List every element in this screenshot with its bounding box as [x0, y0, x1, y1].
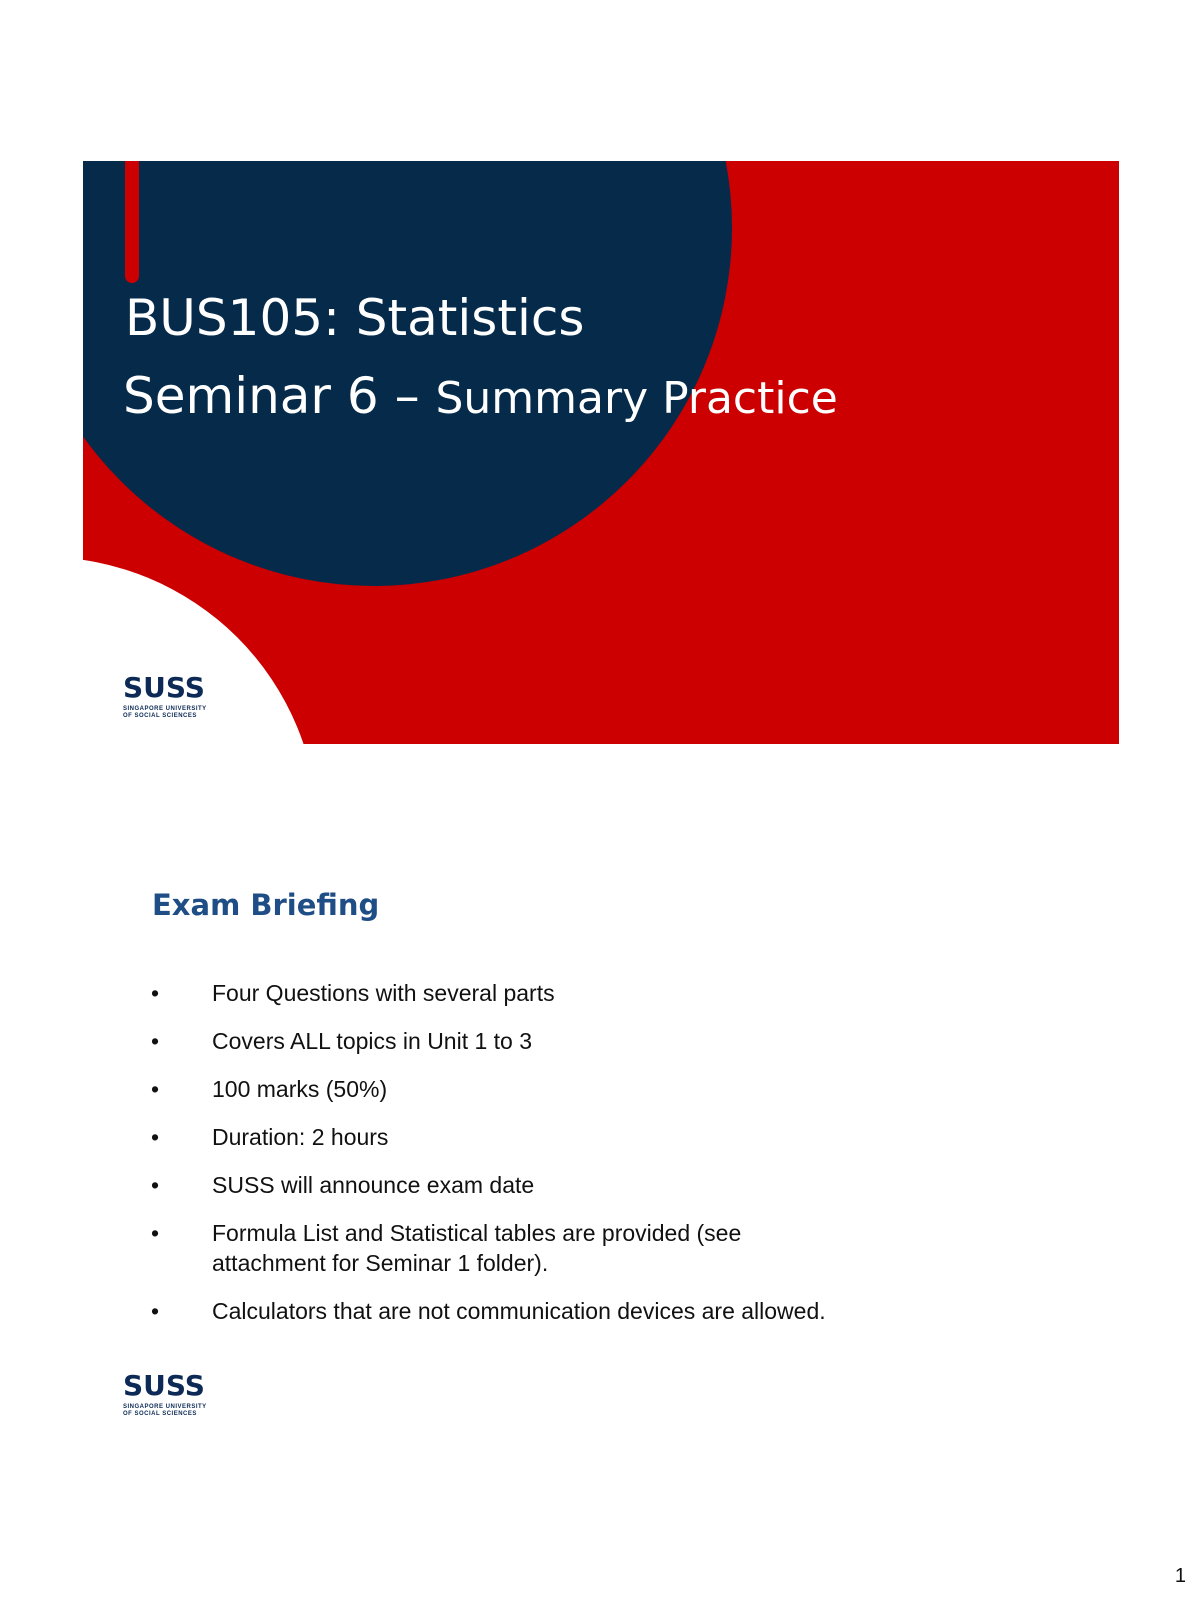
briefing-slide — [83, 860, 1119, 1443]
list-item: • Formula List and Statistical tables are provided (see attachment for Seminar 1 folder). — [145, 1218, 1025, 1278]
bullet-icon: • — [150, 1124, 160, 1150]
bullet-icon: • — [150, 980, 160, 1006]
course-title: BUS105: Statistics — [125, 289, 585, 347]
list-item: • 100 marks (50%) — [145, 1074, 1025, 1104]
bullet-icon: • — [150, 1076, 160, 1102]
suss-logo-wordmark: SUSS — [123, 671, 205, 704]
title-slide-background-art — [83, 161, 1119, 744]
title-accent-bar — [125, 161, 139, 283]
list-item: • SUSS will announce exam date — [145, 1170, 1025, 1200]
bullet-icon: • — [150, 1172, 160, 1198]
briefing-bullet-list — [145, 978, 1025, 1344]
list-item: • Four Questions with several parts — [145, 978, 1025, 1008]
seminar-title — [123, 367, 838, 425]
suss-logo-tagline: SINGAPORE UNIVERSITY OF SOCIAL SCIENCES — [123, 1404, 207, 1417]
suss-logo-wordmark: SUSS — [123, 1369, 205, 1402]
bullet-icon: • — [150, 1220, 160, 1246]
suss-logo — [123, 671, 233, 720]
list-item: • Duration: 2 hours — [145, 1122, 1025, 1152]
list-item: • Calculators that are not communication devices are allowed. — [145, 1296, 1025, 1326]
suss-logo-tagline: SINGAPORE UNIVERSITY OF SOCIAL SCIENCES — [123, 706, 207, 719]
bullet-icon: • — [150, 1028, 160, 1054]
page-number: 1 — [1174, 1565, 1186, 1587]
seminar-subtitle: Summary Practice — [435, 373, 838, 424]
suss-logo — [123, 1369, 233, 1418]
briefing-heading: Exam Briefing — [152, 888, 380, 922]
title-slide — [83, 161, 1119, 744]
list-item: • Covers ALL topics in Unit 1 to 3 — [145, 1026, 1025, 1056]
seminar-label: Seminar 6 – — [123, 367, 436, 425]
bullet-icon: • — [150, 1298, 160, 1324]
